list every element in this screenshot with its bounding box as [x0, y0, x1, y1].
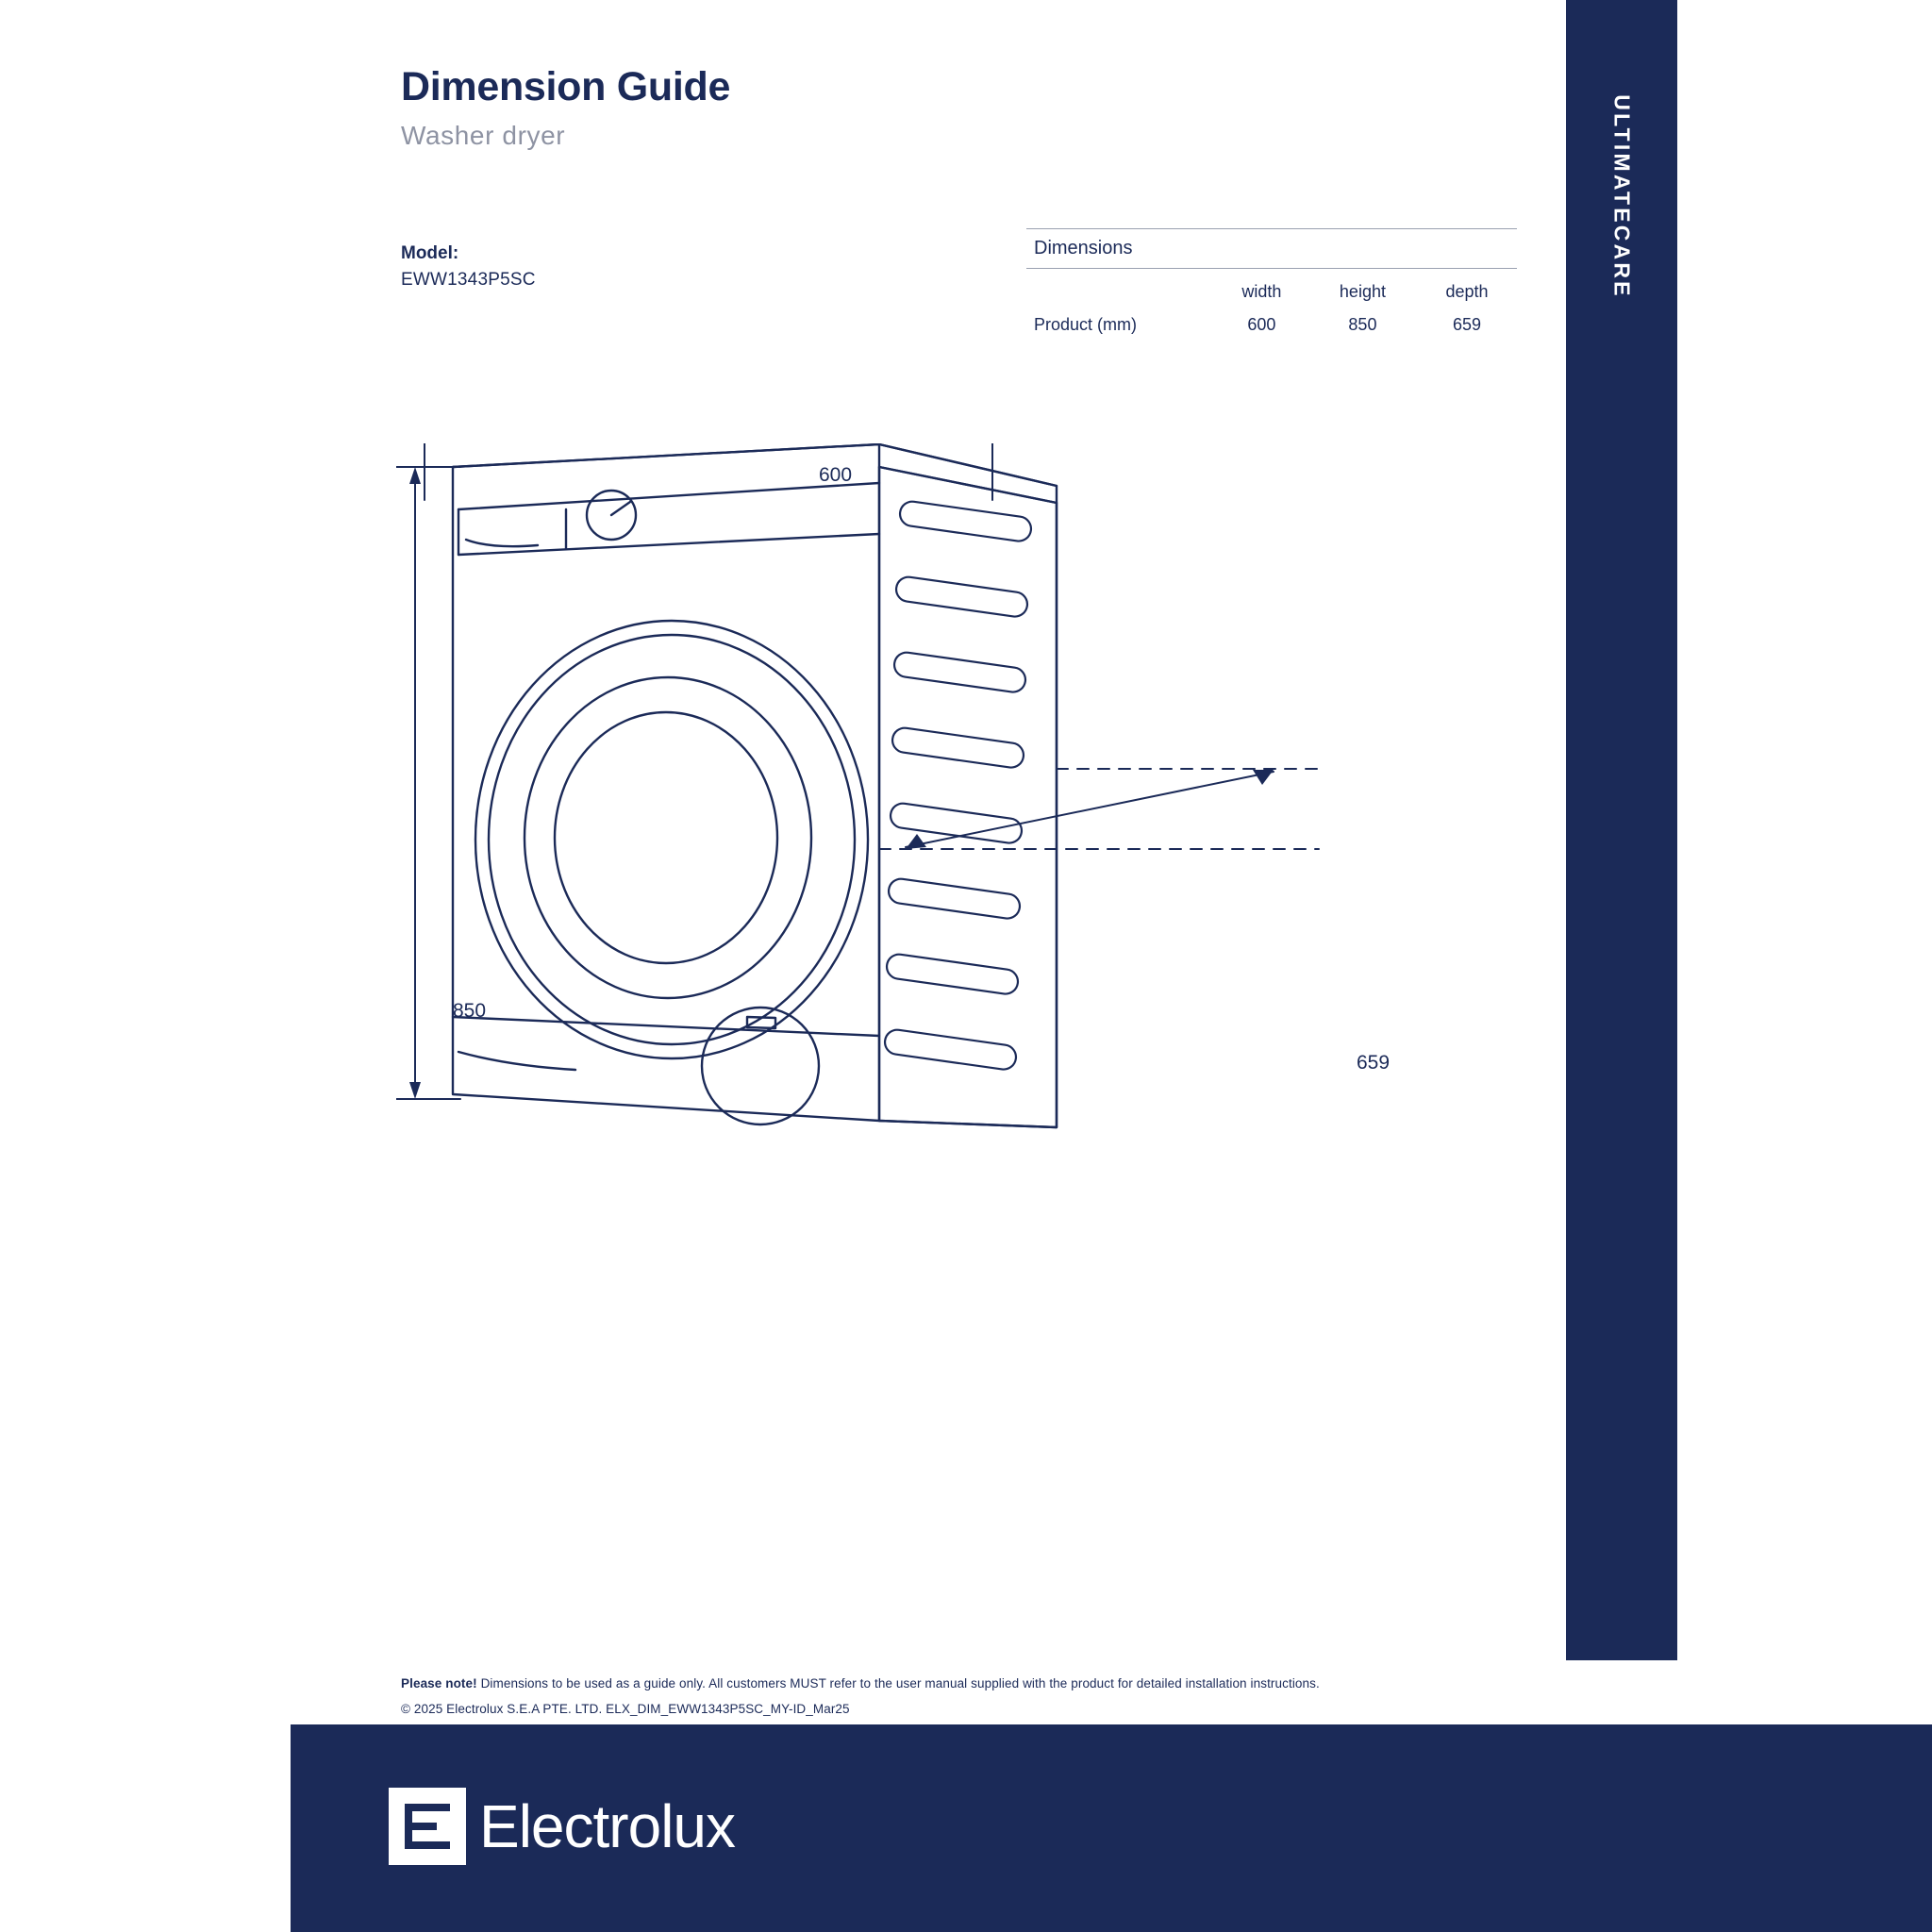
- please-note-text: Dimensions to be used as a guide only. All customers MUST refer to the user manual supplied with the product for detailed installation instructions.: [476, 1676, 1320, 1690]
- height-dimension-line: [396, 467, 460, 1099]
- plinth-detail: [458, 1052, 575, 1070]
- table-header-row: [1026, 269, 1517, 302]
- please-note-line: [401, 1676, 1320, 1690]
- top-edge: [879, 444, 1057, 486]
- row-value-height: 850: [1348, 315, 1377, 334]
- brand-name: Electrolux: [479, 1792, 735, 1860]
- top-rear-edge: [879, 444, 1057, 503]
- door-glass-ring: [525, 677, 811, 998]
- table-row: [1026, 302, 1517, 335]
- page-title: Dimension Guide: [401, 64, 731, 109]
- depth-callout: 659: [1357, 1052, 1391, 1074]
- panel-bottom-line: [458, 534, 879, 555]
- copyright-line: © 2025 Electrolux S.E.A PTE. LTD. ELX_DIM_EWW1343P5SC_MY-ID_Mar25: [401, 1702, 850, 1716]
- appliance-technical-drawing: [396, 443, 1528, 1481]
- electrolux-mark-icon: [389, 1788, 466, 1865]
- dimensions-caption: Dimensions: [1034, 238, 1133, 258]
- please-note-prefix: Please note!: [401, 1676, 477, 1690]
- height-callout: 850: [453, 1000, 487, 1022]
- table-header-depth: depth: [1445, 282, 1489, 301]
- side-band-label: ULTIMATECARE: [1609, 94, 1635, 299]
- door-outer-ring: [475, 621, 868, 1058]
- table-header-width: width: [1241, 282, 1282, 301]
- row-label-product: Product (mm): [1034, 315, 1138, 334]
- door-inner-ring: [489, 635, 855, 1044]
- model-value: EWW1343P5SC: [401, 270, 536, 290]
- row-value-width: 600: [1247, 315, 1276, 334]
- brand-logo: [389, 1788, 735, 1865]
- table-header-blank: [1026, 269, 1215, 302]
- row-value-depth: 659: [1453, 315, 1482, 334]
- knob-pointer: [611, 502, 630, 515]
- model-label: Model:: [401, 243, 459, 263]
- dimensions-table: [1026, 228, 1517, 335]
- panel-top-line: [458, 483, 879, 509]
- drawer-handle: [466, 540, 538, 546]
- side-band-text-wrap: [1566, 0, 1677, 1660]
- table-header-height: height: [1339, 282, 1386, 301]
- door-glass: [555, 712, 777, 963]
- dimensions-grid: [1026, 269, 1517, 335]
- bottom-side-edge: [879, 1121, 1057, 1127]
- width-callout: 600: [819, 464, 853, 486]
- page-subtitle: Washer dryer: [401, 121, 566, 150]
- top-front-edge: [453, 444, 879, 467]
- side-vent-slots: [883, 500, 1032, 1071]
- plinth-line: [453, 1017, 879, 1036]
- side-panel: [879, 467, 1057, 1127]
- filter-cap: [702, 1008, 819, 1124]
